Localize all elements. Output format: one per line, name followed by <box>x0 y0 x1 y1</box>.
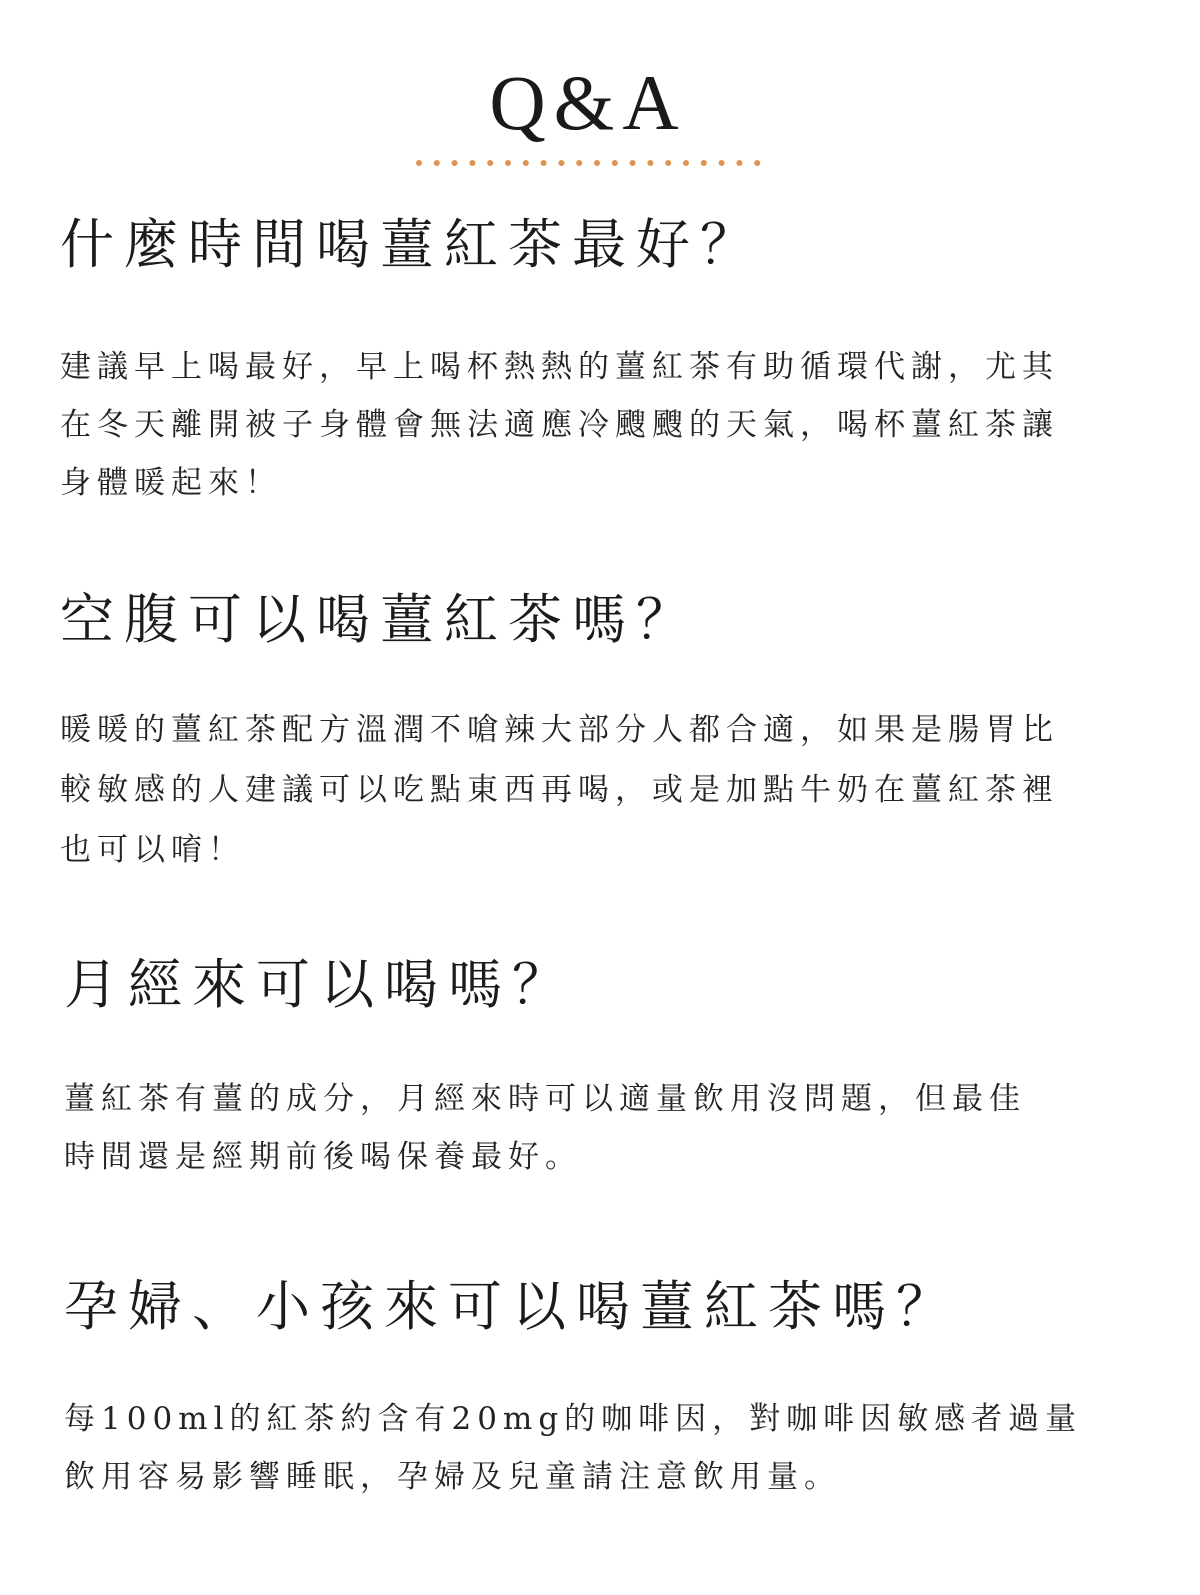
divider-dot <box>719 160 725 166</box>
answer-3-line-1: 薑紅茶有薑的成分，月經來時可以適量飲用沒問題，但最佳 <box>64 1081 1026 1117</box>
divider-dot <box>647 160 653 166</box>
divider-dot <box>469 160 475 166</box>
divider-dot <box>416 160 422 166</box>
answer-3 <box>64 1070 1026 1186</box>
page-title: Q&A <box>489 59 687 146</box>
divider-dot <box>754 160 760 166</box>
divider-dot <box>701 160 707 166</box>
answer-1-line-2: 在冬天離開被子身體會無法適應冷颼颼的天氣，喝杯薑紅茶讓 <box>60 407 1059 443</box>
divider-dot <box>541 160 547 166</box>
divider-dot <box>452 160 458 166</box>
divider-dot <box>576 160 582 166</box>
answer-2-line-2: 較敏感的人建議可以吃點東西再喝，或是加點牛奶在薑紅茶裡 <box>60 772 1059 808</box>
answer-1 <box>60 338 1059 512</box>
answer-4 <box>64 1390 1082 1506</box>
answer-1-line-3: 身體暖起來！ <box>60 465 282 501</box>
dotted-divider <box>414 158 774 168</box>
divider-dot <box>665 160 671 166</box>
divider-dot <box>736 160 742 166</box>
divider-dots <box>416 160 760 166</box>
answer-4-line-1: 每100ml的紅茶約含有20mg的咖啡因，對咖啡因敏感者過量 <box>64 1401 1083 1437</box>
answer-2-line-1: 暖暖的薑紅茶配方溫潤不嗆辣大部分人都合適，如果是腸胃比 <box>60 712 1059 748</box>
divider-dot <box>594 160 600 166</box>
answer-1-line-1: 建議早上喝最好，早上喝杯熱熱的薑紅茶有助循環代謝，尤其 <box>60 349 1059 385</box>
divider-dot <box>630 160 636 166</box>
answer-4-line-2: 飲用容易影響睡眠，孕婦及兒童請注意飲用量。 <box>64 1459 841 1495</box>
divider-dot <box>558 160 564 166</box>
divider-dot <box>683 160 689 166</box>
answer-3-line-2: 時間還是經期前後喝保養最好。 <box>64 1139 582 1175</box>
divider-dot <box>612 160 618 166</box>
divider-dot <box>505 160 511 166</box>
question-1: 什麼時間喝薑紅茶最好？ <box>60 213 764 276</box>
divider-dot <box>487 160 493 166</box>
divider-dot <box>434 160 440 166</box>
answer-2 <box>60 700 1059 880</box>
question-4: 孕婦、小孩來可以喝薑紅茶嗎？ <box>64 1275 960 1338</box>
divider-dot <box>523 160 529 166</box>
question-2: 空腹可以喝薑紅茶嗎？ <box>60 588 700 651</box>
answer-2-line-3: 也可以唷！ <box>60 832 245 868</box>
question-3: 月經來可以喝嗎？ <box>64 953 576 1016</box>
